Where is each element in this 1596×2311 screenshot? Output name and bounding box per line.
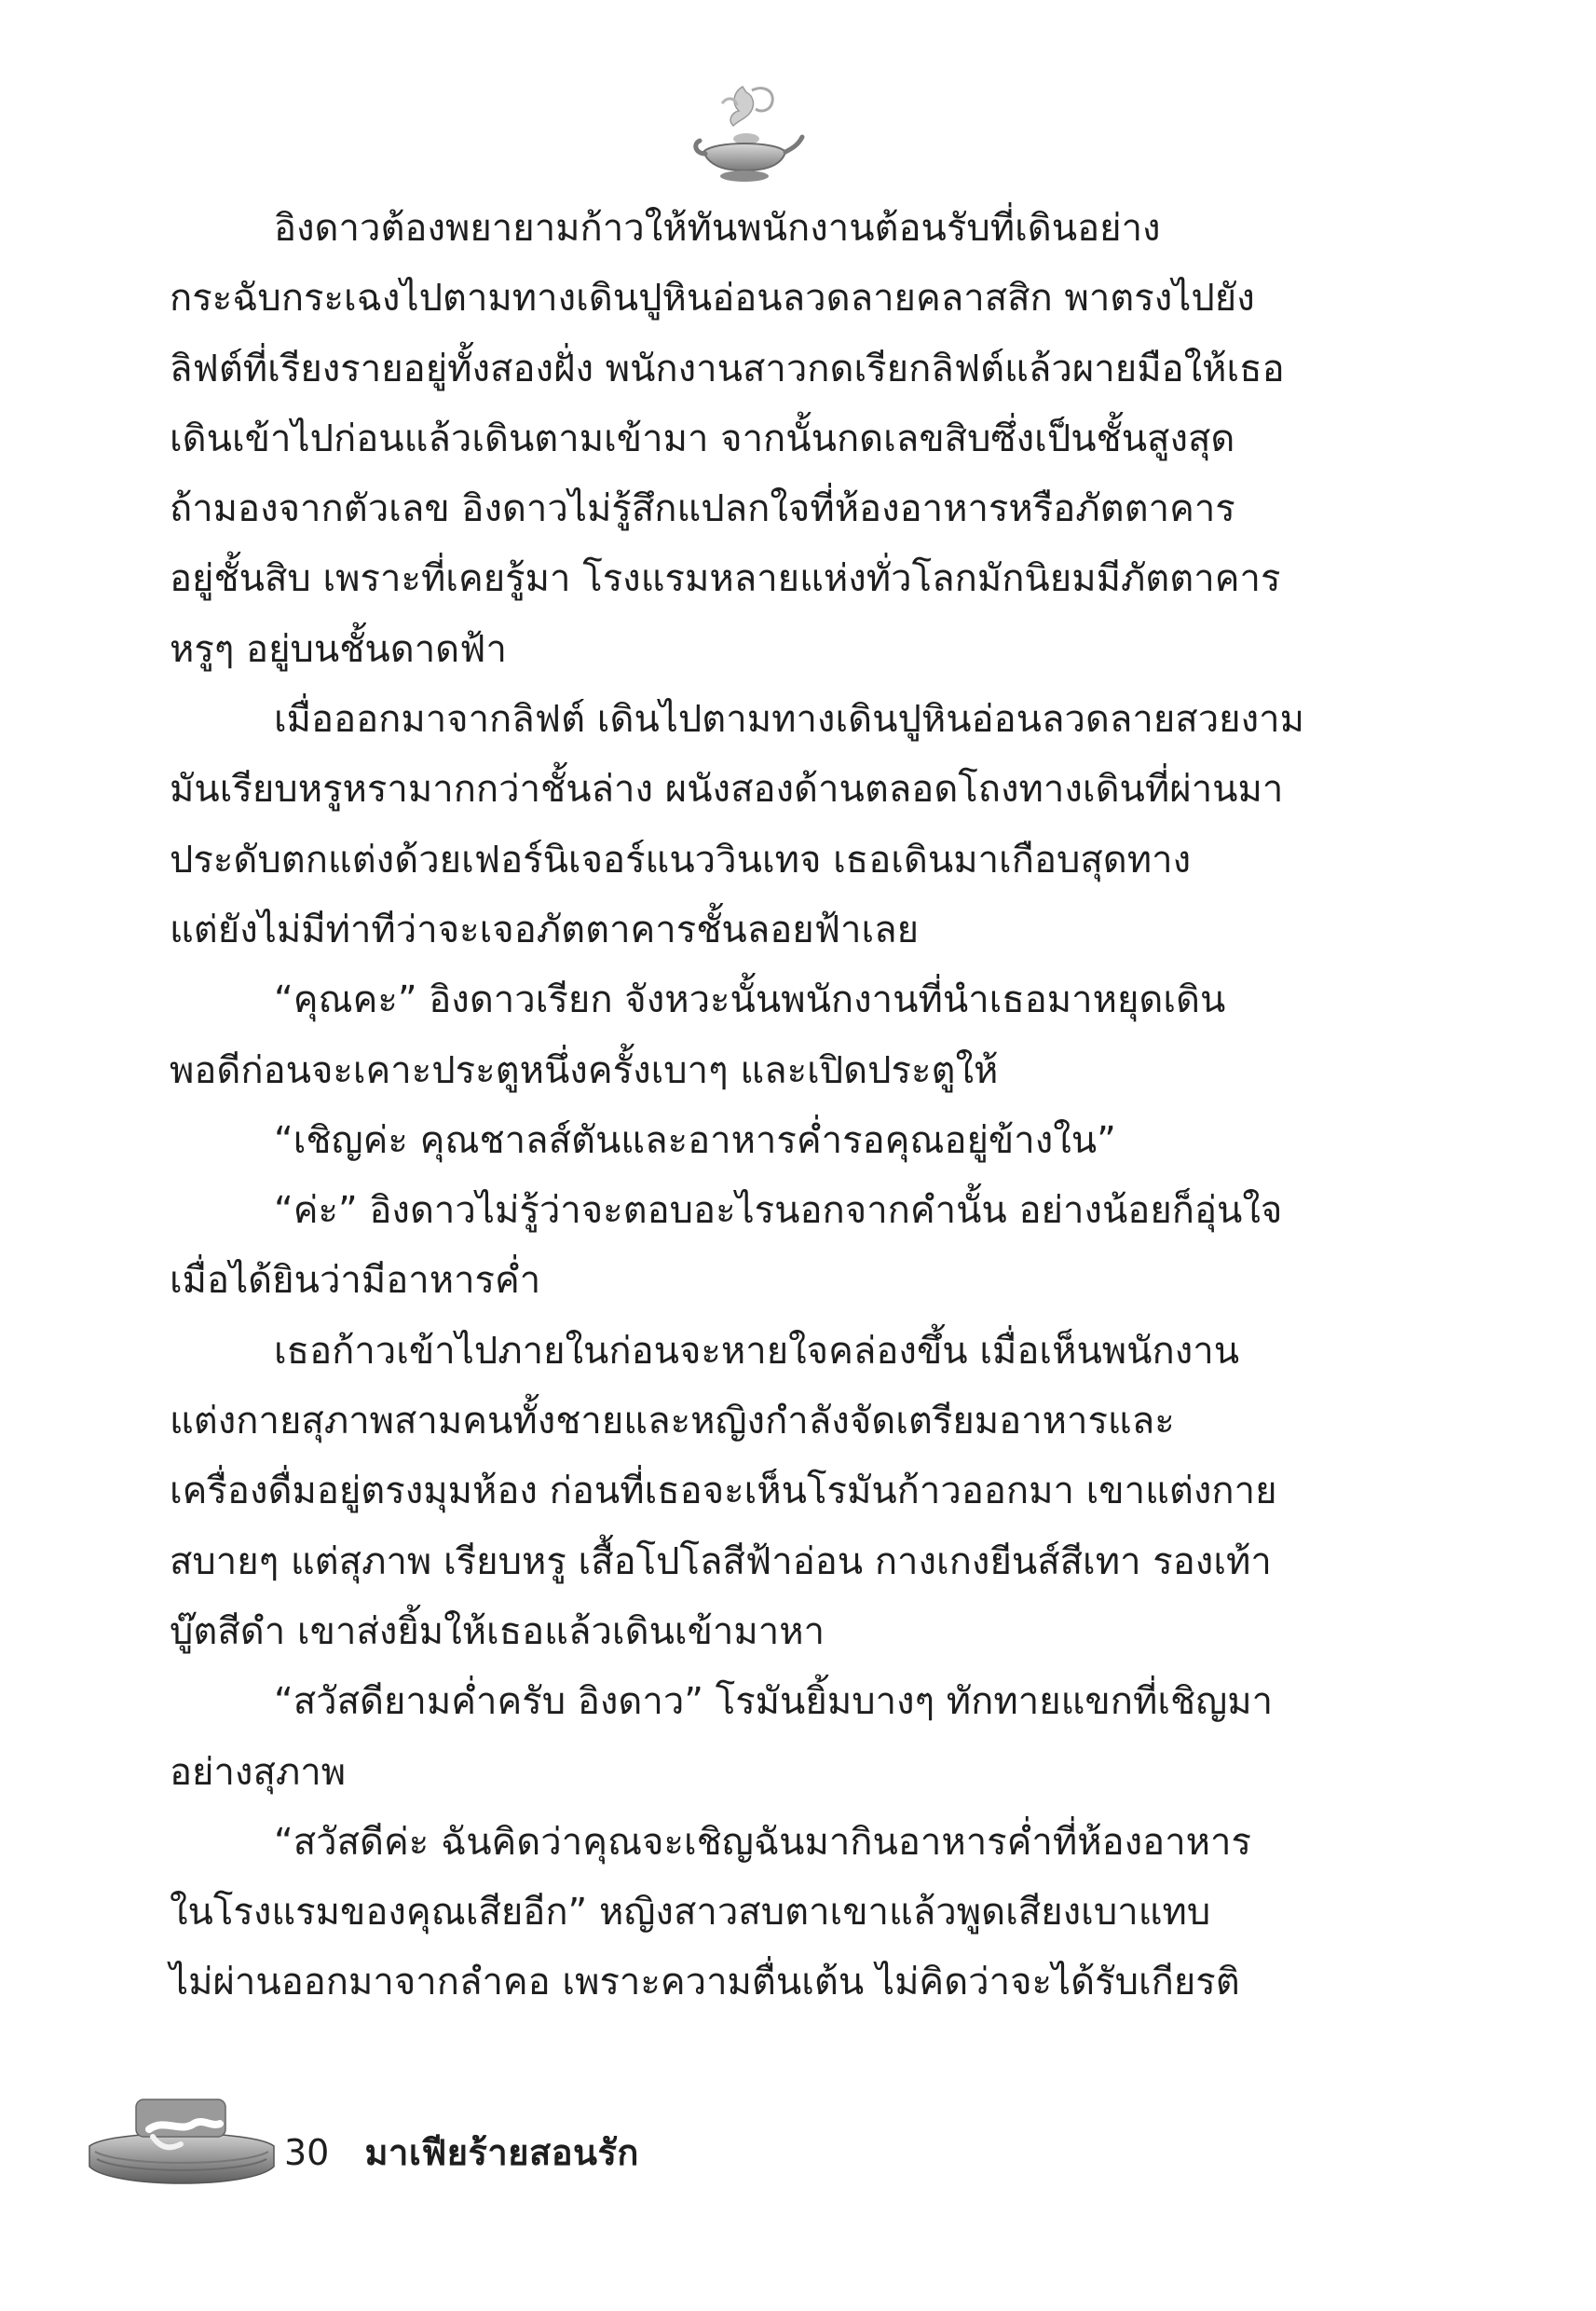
page-number: 30 [284,2132,330,2173]
bed-cushion-icon [84,2092,280,2199]
text-line: มันเรียบหรูหรามากกว่าชั้นล่าง ผนังสองด้านตลอดโถงทางเดินที่ผ่านมา [170,768,1284,812]
text-line: เมื่อได้ยินว่ามีอาหารค่ำ [170,1259,541,1303]
text-line: “คุณคะ” อิงดาวเรียก จังหวะนั้นพนักงานที่นำเธอมาหยุดเดิน [274,978,1226,1022]
text-line: ประดับตกแต่งด้วยเฟอร์นิเจอร์แนววินเทจ เธอเดินมาเกือบสุดทาง [170,838,1192,882]
text-line: ถ้ามองจากตัวเลข อิงดาวไม่รู้สึกแปลกใจที่ห้องอาหารหรือภัตตาคาร [170,487,1235,531]
text-line: กระฉับกระเฉงไปตามทางเดินปูหินอ่อนลวดลายคลาสสิก พาตรงไปยัง [170,277,1255,321]
text-line: “สวัสดีค่ะ ฉันคิดว่าคุณจะเชิญฉันมากินอาหารค่ำที่ห้องอาหาร [274,1820,1251,1864]
text-line: พอดีก่อนจะเคาะประตูหนึ่งครั้งเบาๆ และเปิดประตูให้ [170,1048,999,1092]
text-line: “ค่ะ” อิงดาวไม่รู้ว่าจะตอบอะไรนอกจากคำนั้น อย่างน้อยก็อุ่นใจ [274,1189,1283,1233]
page-footer [284,2129,639,2176]
text-line: “สวัสดียามค่ำครับ อิงดาว” โรมันยิ้มบางๆ ทักทายแขกที่เชิญมา [274,1680,1274,1724]
book-title: มาเฟียร้ายสอนรัก [364,2132,639,2173]
text-line: “เชิญค่ะ คุณชาลส์ตันและอาหารค่ำรอคุณอยู่ข้างใน” [274,1118,1116,1162]
text-line: ไม่ผ่านออกมาจากลำคอ เพราะความตื่นเต้น ไม่คิดว่าจะได้รับเกียรติ [170,1961,1240,2004]
text-line: สบายๆ แต่สุภาพ เรียบหรู เสื้อโปโลสีฟ้าอ่อน กางเกงยีนส์สีเทา รองเท้า [170,1539,1272,1583]
text-line: ลิฟต์ที่เรียงรายอยู่ทั้งสองฝั่ง พนักงานสาวกดเรียกลิฟต์แล้วผายมือให้เธอ [170,347,1285,390]
text-line: บู๊ตสีดำ เขาส่งยิ้มให้เธอแล้วเดินเข้ามาหา [170,1609,825,1653]
text-line: ในโรงแรมของคุณเสียอีก” หญิงสาวสบตาเขาแล้วพูดเสียงเบาแทบ [170,1891,1211,1935]
genie-lamp-icon [685,79,806,186]
text-line: เดินเข้าไปก่อนแล้วเดินตามเข้ามา จากนั้นกดเลขสิบซึ่งเป็นชั้นสูงสุด [170,417,1235,460]
text-line: หรูๆ อยู่บนชั้นดาดฟ้า [170,627,507,671]
text-line: เครื่องดื่มอยู่ตรงมุมห้อง ก่อนที่เธอจะเห็นโรมันก้าวออกมา เขาแต่งกาย [170,1470,1277,1513]
text-line: แต่งกายสุภาพสามคนทั้งชายและหญิงกำลังจัดเตรียมอาหารและ [170,1400,1175,1443]
text-line: อิงดาวต้องพยายามก้าวให้ทันพนักงานต้อนรับที่เดินอย่าง [274,207,1161,250]
text-line: เธอก้าวเข้าไปภายในก่อนจะหายใจคล่องขึ้น เมื่อเห็นพนักงาน [274,1329,1240,1373]
text-line: แต่ยังไม่มีท่าทีว่าจะเจอภัตตาคารชั้นลอยฟ้าเลย [170,908,920,951]
text-line: อย่างสุภาพ [170,1750,347,1794]
text-line: อยู่ชั้นสิบ เพราะที่เคยรู้มา โรงแรมหลายแห่งทั่วโลกมักนิยมมีภัตตาคาร [170,557,1281,601]
body-text [170,194,1332,2018]
text-line: เมื่อออกมาจากลิฟต์ เดินไปตามทางเดินปูหินอ่อนลวดลายสวยงาม [274,698,1304,742]
